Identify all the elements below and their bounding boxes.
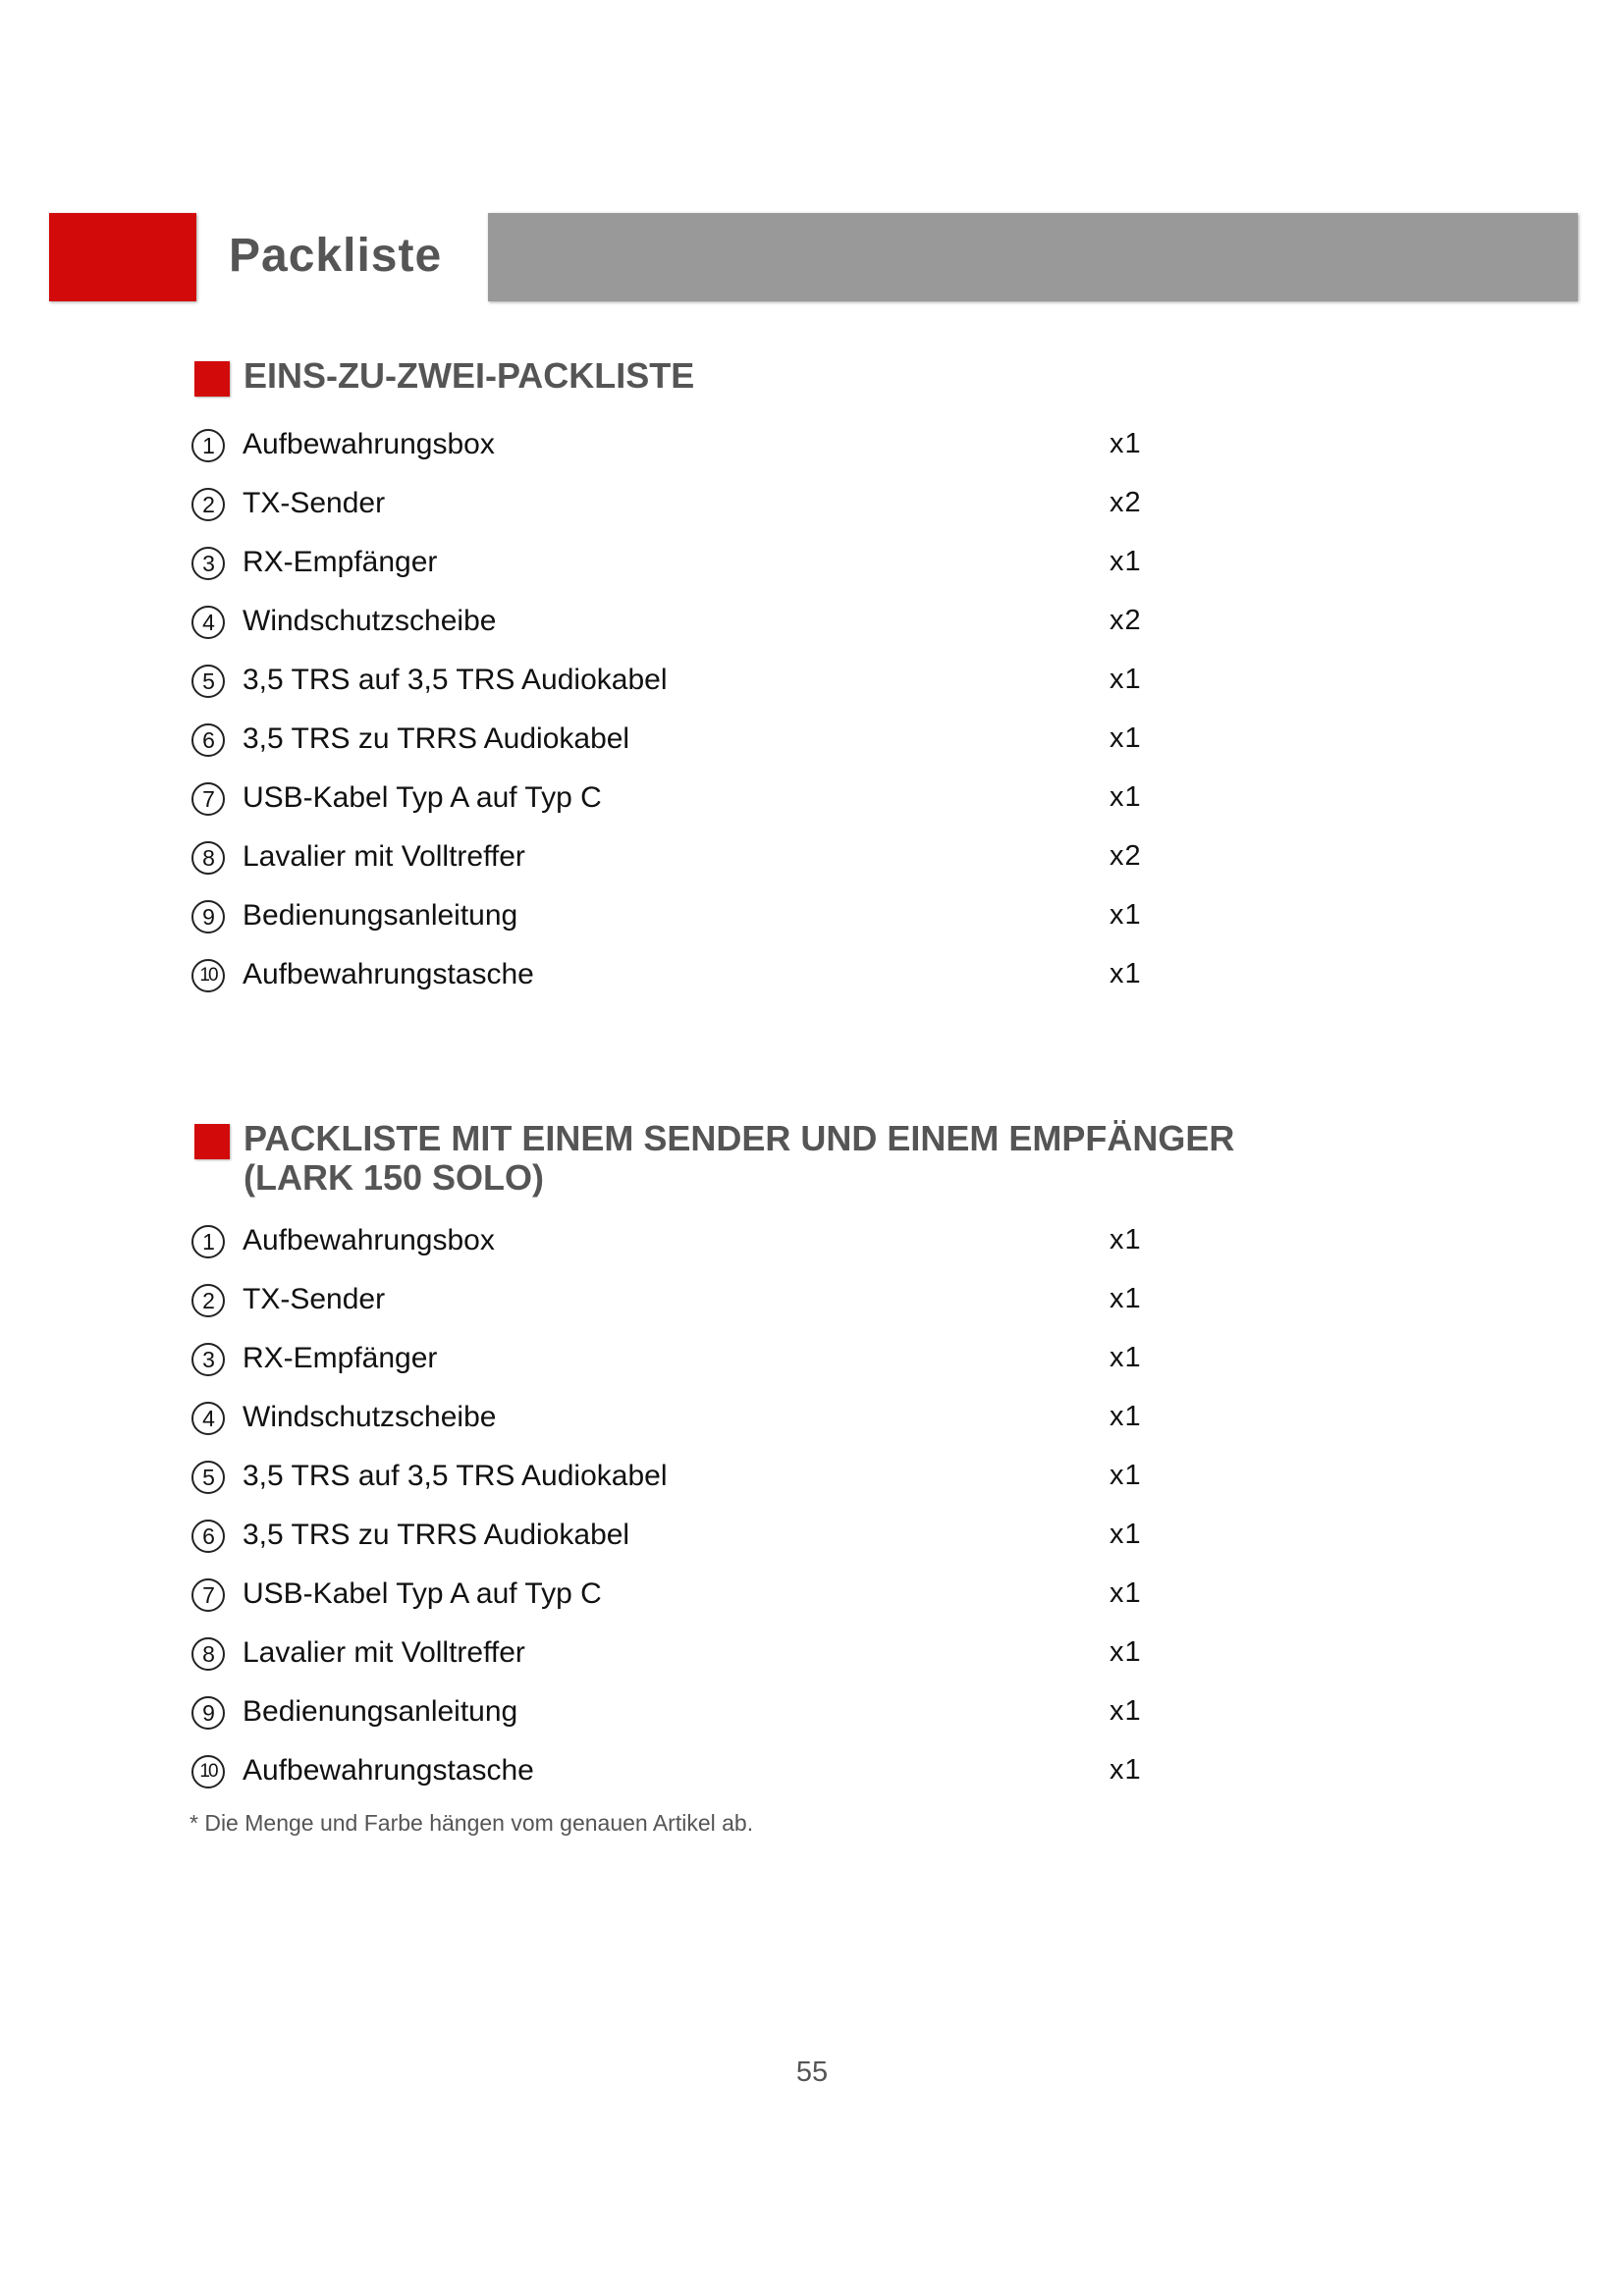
circled-number-icon: 6 [191, 723, 225, 757]
list-item [191, 1683, 1173, 1742]
list-item [191, 1742, 1173, 1801]
list-item [191, 1389, 1173, 1448]
item-quantity: x1 [1110, 1636, 1142, 1668]
list-item [191, 1212, 1173, 1271]
item-name: 3,5 TRS auf 3,5 TRS Audiokabel [243, 1460, 668, 1492]
list-item [191, 534, 1173, 593]
list-item [191, 1625, 1173, 1683]
list-item [191, 828, 1173, 887]
circled-number-icon: 6 [191, 1520, 225, 1553]
list-item [191, 593, 1173, 652]
circled-number-icon: 8 [191, 1637, 225, 1671]
header-bar [488, 213, 1578, 301]
item-name: USB-Kabel Typ A auf Typ C [243, 781, 602, 814]
list-item [191, 416, 1173, 475]
item-quantity: x1 [1110, 1401, 1142, 1432]
section-title: EINS-ZU-ZWEI-PACKLISTE [244, 355, 695, 396]
section-title: PACKLISTE MIT EINEM SENDER UND EINEM EMPFÄNGER (LARK 150 SOLO) [244, 1118, 1235, 1198]
item-quantity: x1 [1110, 1519, 1142, 1550]
item-name: Aufbewahrungstasche [243, 958, 534, 990]
circled-number-icon: 3 [191, 1343, 225, 1376]
item-quantity: x1 [1110, 1754, 1142, 1786]
item-name: 3,5 TRS zu TRRS Audiokabel [243, 722, 630, 755]
item-name: TX-Sender [243, 487, 386, 519]
circled-number-icon: 1 [191, 429, 225, 462]
circled-number-icon: 3 [191, 547, 225, 580]
list-item [191, 946, 1173, 1005]
circled-number-icon: 4 [191, 1402, 225, 1435]
list-item [191, 1507, 1173, 1566]
circled-number-icon: 8 [191, 841, 225, 875]
item-name: Aufbewahrungsbox [243, 428, 495, 460]
item-quantity: x1 [1110, 428, 1142, 459]
item-name: Windschutzscheibe [243, 605, 497, 637]
item-name: TX-Sender [243, 1283, 386, 1315]
item-name: Windschutzscheibe [243, 1401, 497, 1433]
circled-number-icon: 9 [191, 1696, 225, 1730]
item-quantity: x1 [1110, 1460, 1142, 1491]
item-name: 3,5 TRS auf 3,5 TRS Audiokabel [243, 664, 668, 696]
item-quantity: x2 [1110, 605, 1142, 636]
list-item [191, 887, 1173, 946]
section-marker-icon [194, 1124, 230, 1159]
item-quantity: x1 [1110, 546, 1142, 577]
item-quantity: x1 [1110, 1283, 1142, 1314]
circled-number-icon: 1 [191, 1225, 225, 1258]
circled-number-icon: 5 [191, 665, 225, 698]
packing-list-one-to-two [191, 416, 1173, 1005]
list-item [191, 711, 1173, 770]
circled-number-icon: 7 [191, 782, 225, 816]
item-name: Aufbewahrungsbox [243, 1224, 495, 1256]
item-quantity: x1 [1110, 1224, 1142, 1255]
circled-number-icon: 7 [191, 1578, 225, 1612]
page-title: Packliste [229, 230, 443, 282]
page-number: 55 [795, 2056, 829, 2088]
item-name: Lavalier mit Volltreffer [243, 840, 525, 873]
footnote: * Die Menge und Farbe hängen vom genauen Artikel ab. [189, 1810, 754, 1836]
item-quantity: x1 [1110, 958, 1142, 989]
section-marker-icon [194, 361, 230, 397]
item-quantity: x1 [1110, 1577, 1142, 1609]
item-name: RX-Empfänger [243, 1342, 438, 1374]
item-name: Aufbewahrungstasche [243, 1754, 534, 1787]
circled-number-icon: 2 [191, 1284, 225, 1317]
packing-list-solo [191, 1212, 1173, 1801]
circled-number-icon: 10 [191, 959, 225, 992]
list-item [191, 652, 1173, 711]
header-accent-block [49, 213, 196, 301]
item-quantity: x2 [1110, 487, 1142, 518]
item-quantity: x1 [1110, 899, 1142, 931]
list-item [191, 770, 1173, 828]
item-name: RX-Empfänger [243, 546, 438, 578]
list-item [191, 1330, 1173, 1389]
item-name: Bedienungsanleitung [243, 899, 518, 932]
list-item [191, 1271, 1173, 1330]
item-name: Bedienungsanleitung [243, 1695, 518, 1728]
circled-number-icon: 10 [191, 1755, 225, 1789]
item-quantity: x1 [1110, 722, 1142, 754]
circled-number-icon: 5 [191, 1461, 225, 1494]
circled-number-icon: 9 [191, 900, 225, 934]
list-item [191, 1566, 1173, 1625]
circled-number-icon: 4 [191, 606, 225, 639]
item-quantity: x1 [1110, 781, 1142, 813]
item-quantity: x1 [1110, 1695, 1142, 1727]
item-quantity: x1 [1110, 1342, 1142, 1373]
item-quantity: x2 [1110, 840, 1142, 872]
item-name: 3,5 TRS zu TRRS Audiokabel [243, 1519, 630, 1551]
list-item [191, 475, 1173, 534]
item-quantity: x1 [1110, 664, 1142, 695]
circled-number-icon: 2 [191, 488, 225, 521]
list-item [191, 1448, 1173, 1507]
item-name: USB-Kabel Typ A auf Typ C [243, 1577, 602, 1610]
item-name: Lavalier mit Volltreffer [243, 1636, 525, 1669]
